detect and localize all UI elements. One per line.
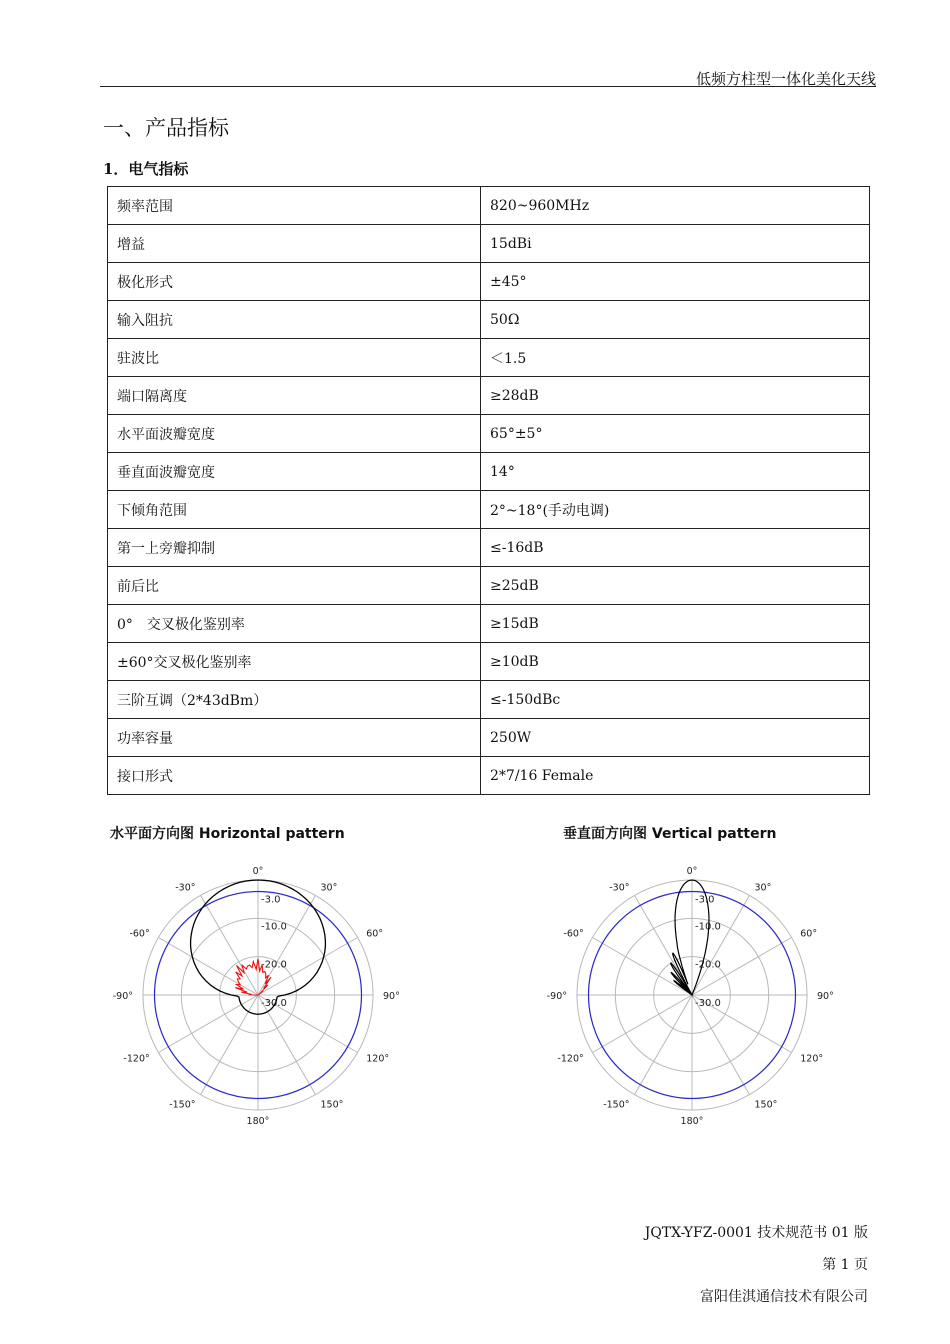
angle-label: -120° [123, 1053, 150, 1065]
footer-page-number: 第 1 页 [822, 1257, 868, 1273]
footer-doc-number: JQTX-YFZ-0001 技术规范书 01 版 [644, 1225, 868, 1241]
spec-key: 输入阻抗 [108, 301, 481, 339]
angle-label: -150° [169, 1099, 196, 1111]
spec-key: 前后比 [108, 567, 481, 605]
spec-row [108, 719, 870, 757]
spec-key: ±60°交叉极化鉴别率 [108, 643, 481, 681]
polar-spoke [201, 895, 259, 995]
spec-key: 第一上旁瓣抑制 [108, 529, 481, 567]
angle-label: -60° [563, 928, 584, 940]
angle-label: -120° [557, 1053, 584, 1065]
spec-key: 功率容量 [108, 719, 481, 757]
vertical-pattern-chart [540, 848, 844, 1140]
spec-row [108, 681, 870, 719]
spec-key: 接口形式 [108, 757, 481, 795]
spec-key: 端口隔离度 [108, 377, 481, 415]
spec-value: 2°~18°(手动电调) [481, 491, 870, 529]
spec-key: 下倾角范围 [108, 491, 481, 529]
spec-key: 垂直面波瓣宽度 [108, 453, 481, 491]
spec-value: ≤-16dB [481, 529, 870, 567]
header-title: 低频方柱型一体化美化天线 [695, 70, 876, 88]
polar-spoke [258, 995, 316, 1095]
section-title: 一、产品指标 [103, 116, 229, 140]
spec-key: 频率范围 [108, 187, 481, 225]
spec-row [108, 567, 870, 605]
spec-value: ＜1.5 [481, 339, 870, 377]
angle-label: -30° [609, 882, 630, 894]
ring-label: -30.0 [695, 998, 721, 1009]
footer-company: 富阳佳淇通信技术有限公司 [700, 1289, 868, 1305]
spec-row [108, 643, 870, 681]
angle-label: 120° [366, 1053, 390, 1065]
polar-spoke [692, 895, 750, 995]
polar-spoke [692, 995, 750, 1095]
spec-row [108, 453, 870, 491]
angle-label: 150° [754, 1099, 778, 1111]
spec-value: 14° [481, 453, 870, 491]
ring-label: -10.0 [695, 921, 721, 933]
spec-value: ≥10dB [481, 643, 870, 681]
angle-label: 150° [320, 1099, 344, 1111]
angle-label: 0° [686, 866, 698, 877]
ring-label: -3.0 [261, 894, 281, 906]
horizontal-pattern-chart [106, 848, 410, 1140]
ring-label: -20.0 [695, 959, 721, 971]
vertical-pattern-title: 垂直面方向图 Vertical pattern [563, 826, 777, 842]
angle-label: -30° [175, 882, 196, 894]
spec-row [108, 415, 870, 453]
angle-label: 180° [680, 1116, 704, 1127]
spec-value: ≤-150dBc [481, 681, 870, 719]
polar-spoke [592, 995, 692, 1053]
spec-key: 0° 交叉极化鉴别率 [108, 605, 481, 643]
spec-key: 三阶互调（2*43dBm） [108, 681, 481, 719]
angle-label: 30° [754, 882, 772, 894]
spec-value: ±45° [481, 263, 870, 301]
spec-key: 极化形式 [108, 263, 481, 301]
spec-row [108, 187, 870, 225]
ring-label: -3.0 [695, 894, 715, 906]
spec-row [108, 339, 870, 377]
angle-label: 60° [800, 928, 818, 940]
spec-value: ≥15dB [481, 605, 870, 643]
spec-value: 15dBi [481, 225, 870, 263]
spec-value: 65°±5° [481, 415, 870, 453]
angle-label: 90° [383, 991, 400, 1002]
ring-label: -10.0 [261, 921, 287, 933]
spec-value: 2*7/16 Female [481, 757, 870, 795]
angle-label: 120° [800, 1053, 824, 1065]
polar-spoke [158, 995, 258, 1053]
spec-value: 820~960MHz [481, 187, 870, 225]
ring-label: -30.0 [261, 998, 287, 1009]
polar-spoke [201, 995, 259, 1095]
angle-label: 180° [246, 1116, 270, 1127]
spec-key: 增益 [108, 225, 481, 263]
header-divider [100, 86, 876, 87]
angle-label: 30° [320, 882, 338, 894]
spec-value: 50Ω [481, 301, 870, 339]
angle-label: 0° [252, 866, 264, 877]
angle-label: -90° [112, 991, 133, 1002]
ring-label: -20.0 [261, 959, 287, 971]
spec-value: ≥28dB [481, 377, 870, 415]
spec-value: 250W [481, 719, 870, 757]
angle-label: -150° [603, 1099, 630, 1111]
spec-row [108, 225, 870, 263]
angle-label: 90° [817, 991, 834, 1002]
sub-title: 1．电气指标 [103, 160, 189, 178]
spec-row [108, 757, 870, 795]
spec-row [108, 301, 870, 339]
spec-row [108, 263, 870, 301]
spec-row [108, 491, 870, 529]
horizontal-pattern-title: 水平面方向图 Horizontal pattern [110, 826, 345, 842]
spec-key: 驻波比 [108, 339, 481, 377]
spec-table [107, 186, 870, 795]
spec-row [108, 377, 870, 415]
spec-row [108, 529, 870, 567]
angle-label: -90° [546, 991, 567, 1002]
spec-row [108, 605, 870, 643]
polar-spoke [635, 995, 693, 1095]
spec-value: ≥25dB [481, 567, 870, 605]
angle-label: -60° [129, 928, 150, 940]
spec-key: 水平面波瓣宽度 [108, 415, 481, 453]
angle-label: 60° [366, 928, 384, 940]
